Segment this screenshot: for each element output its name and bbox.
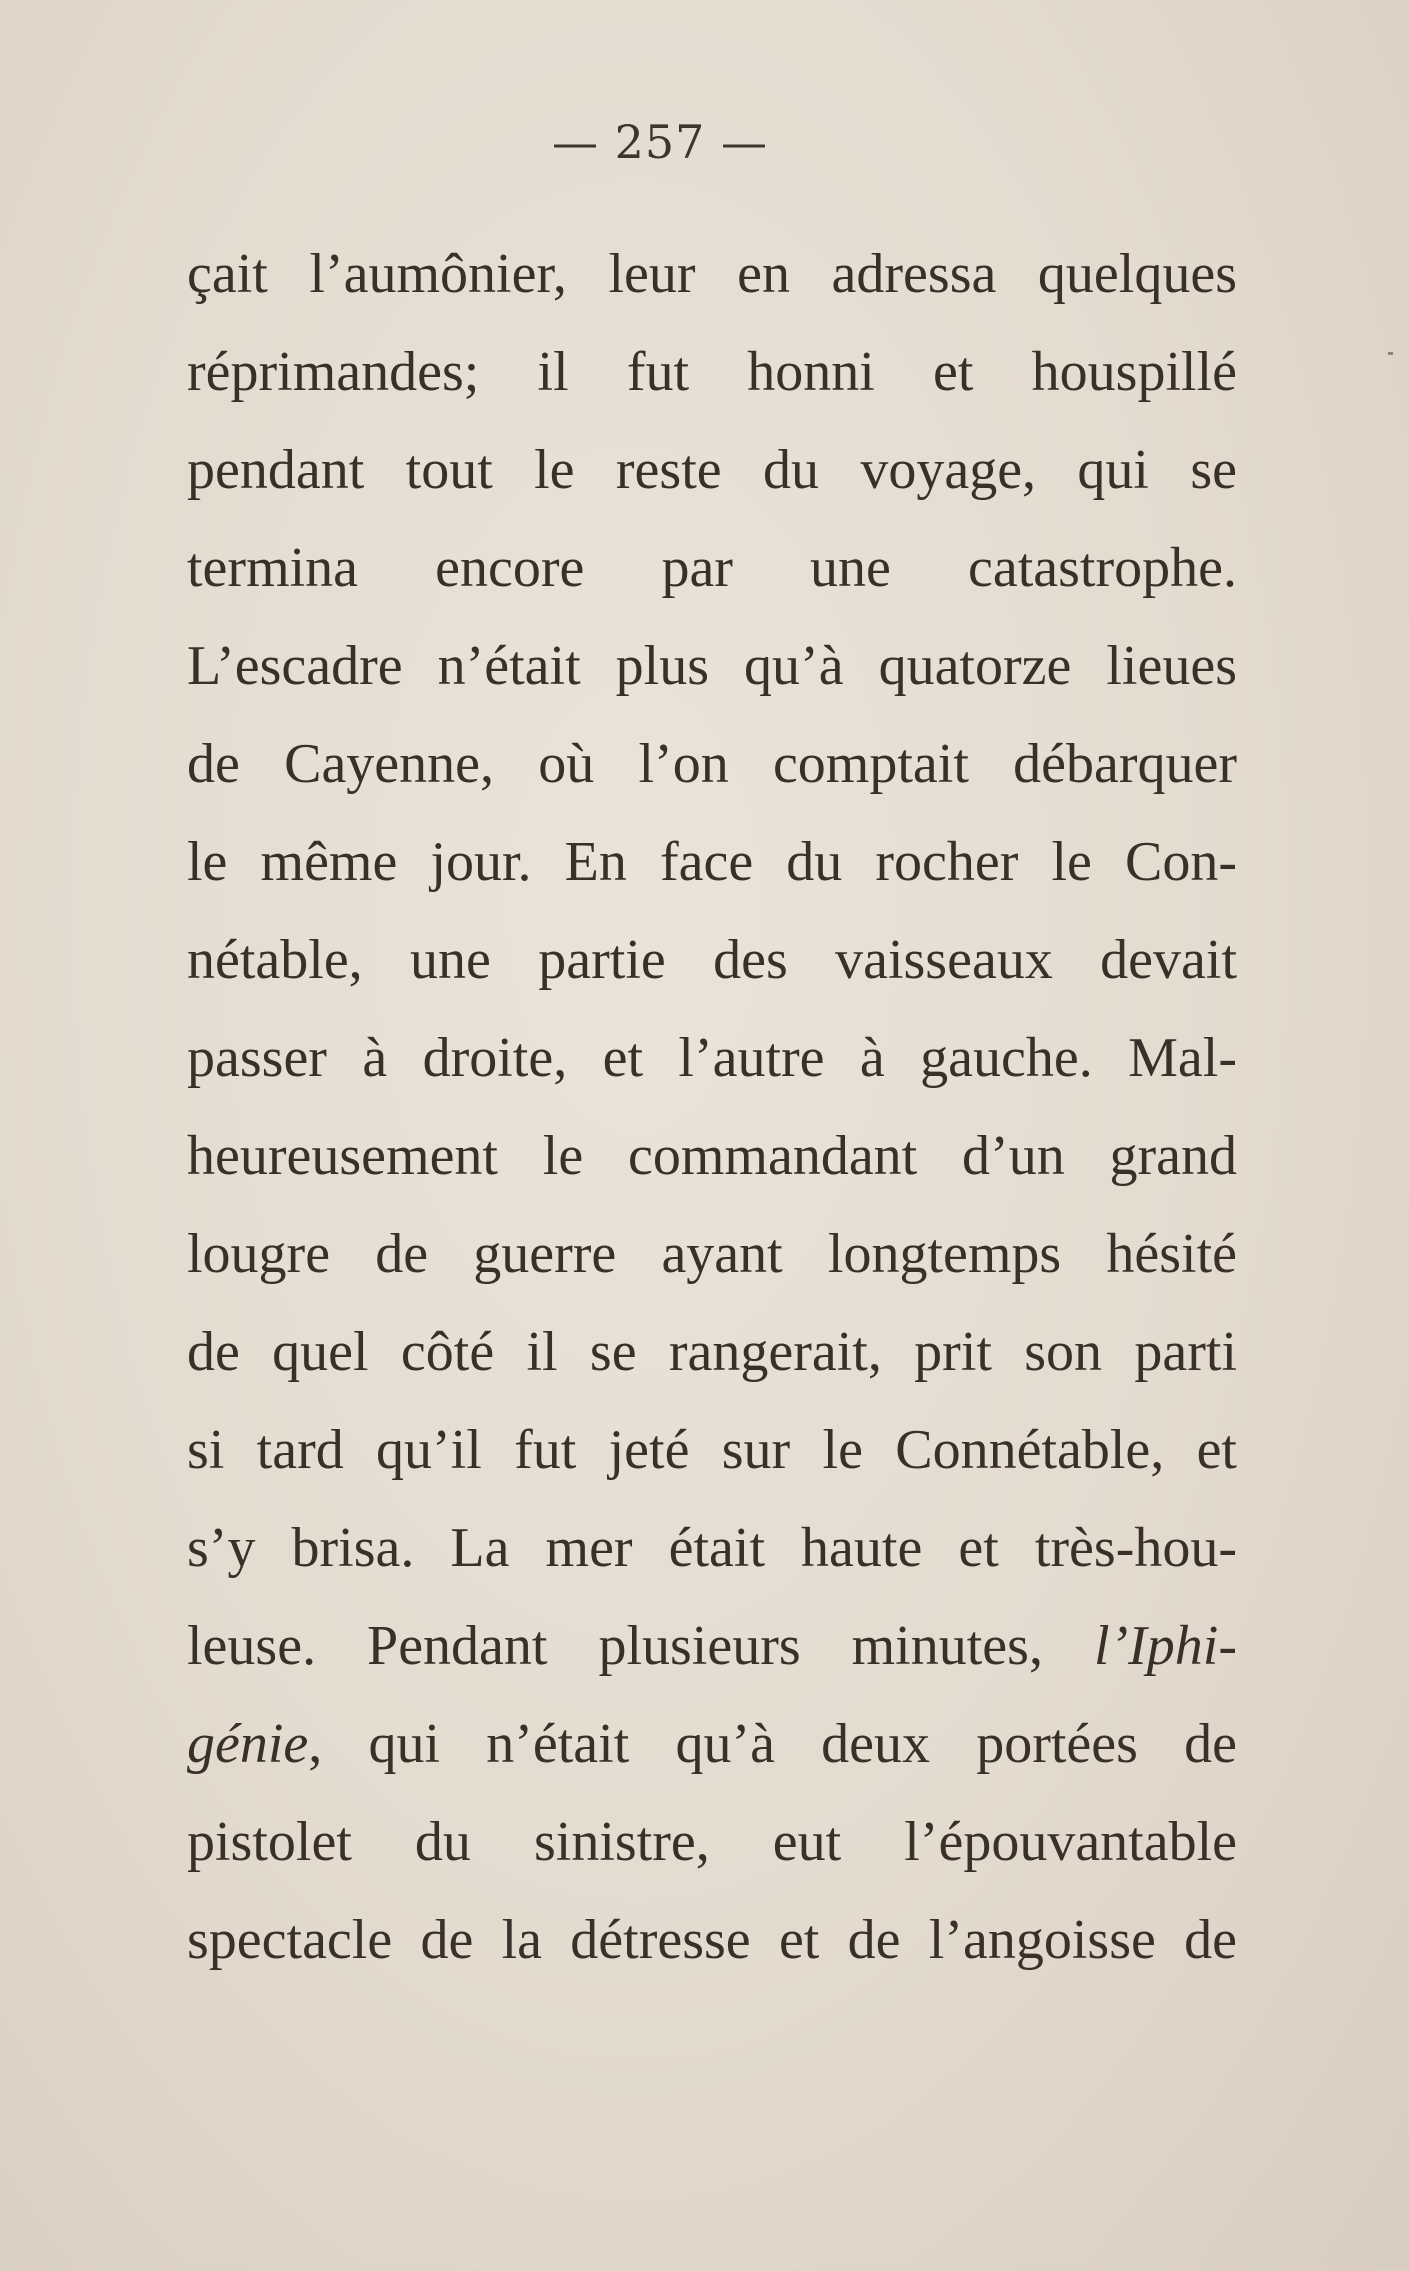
page-number: — 257 — xyxy=(551,115,769,169)
text-line: pendant tout le reste du voyage, qui se xyxy=(187,439,1237,501)
text-line: le même jour. En face du rocher le Con- xyxy=(187,831,1237,893)
text-line: termina encore par une catastrophe. xyxy=(187,537,1237,599)
text-line: s’y brisa. La mer était haute et très-hou- xyxy=(187,1517,1237,1579)
text-line: nétable, une partie des vaisseaux devait xyxy=(187,929,1237,991)
text-line: çait l’aumônier, leur en adressa quelques xyxy=(187,243,1237,305)
text-line: L’escadre n’était plus qu’à quatorze lieues xyxy=(187,635,1237,697)
text-line: réprimandes; il fut honni et houspillé xyxy=(187,341,1237,403)
text-line: de quel côté il se rangerait, prit son parti xyxy=(187,1321,1237,1383)
text-line: de Cayenne, où l’on comptait débarquer xyxy=(187,733,1237,795)
text-line xyxy=(187,1695,1237,1793)
text-line: pistolet du sinistre, eut l’épouvantable xyxy=(187,1811,1237,1873)
text-line xyxy=(187,1597,1237,1695)
text-line: passer à droite, et l’autre à gauche. Mal- xyxy=(187,1027,1237,1089)
text-segment: , qui n’était qu’à deux portées de xyxy=(308,1713,1237,1775)
text-line: heureusement le commandant d’un grand xyxy=(187,1125,1237,1187)
margin-speck xyxy=(1388,352,1393,355)
text-line: si tard qu’il fut jeté sur le Connétable, et xyxy=(187,1419,1237,1481)
text-line: spectacle de la détresse et de l’angoisse de xyxy=(187,1909,1237,1971)
body-text xyxy=(187,225,1237,1989)
text-segment: leuse. Pendant plusieurs minutes, xyxy=(187,1615,1094,1677)
italic-ship-name: l’Iphi- xyxy=(1093,1615,1237,1677)
text-line: lougre de guerre ayant longtemps hésité xyxy=(187,1223,1237,1285)
italic-ship-name: génie xyxy=(187,1713,309,1775)
